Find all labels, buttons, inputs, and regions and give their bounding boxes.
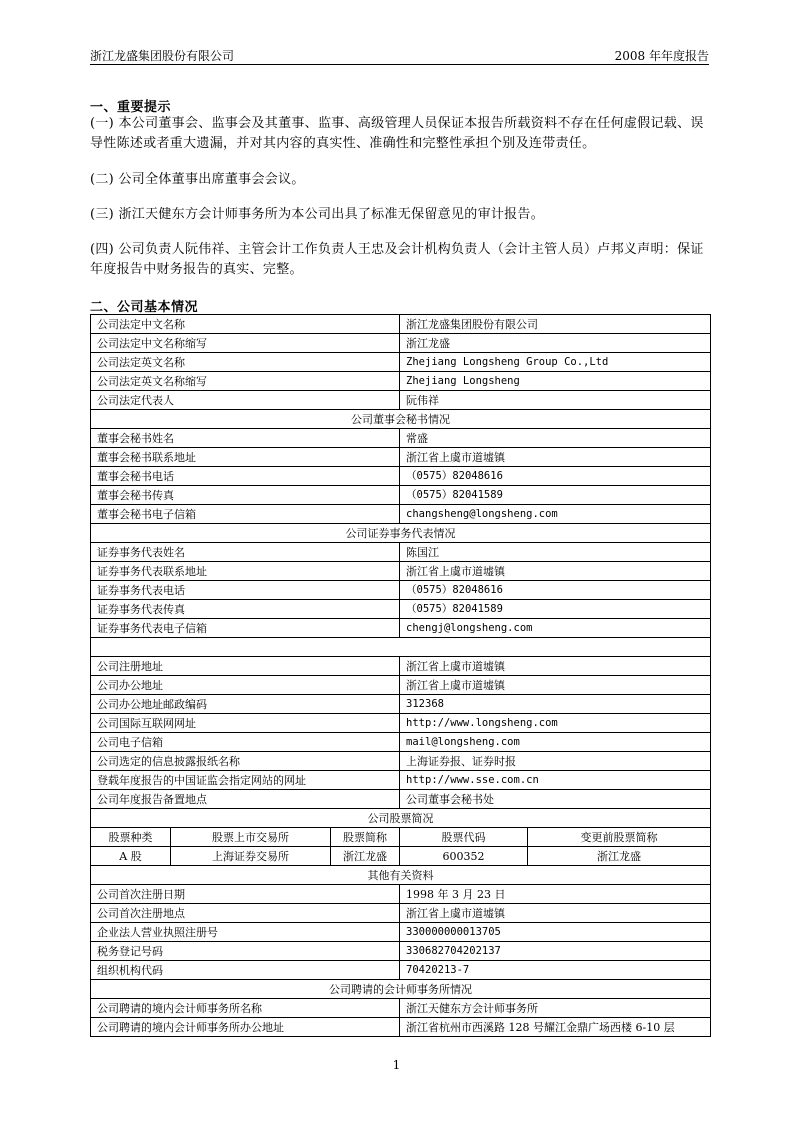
secretary-info-label: 董事会秘书姓名	[91, 429, 400, 448]
basic-info-value: 浙江龙盛集团股份有限公司	[400, 315, 711, 334]
other-info-row	[91, 904, 711, 923]
address-info-row	[91, 790, 711, 809]
basic-info-label: 公司法定中文名称缩写	[91, 334, 400, 353]
address-info-label: 公司国际互联网网址	[91, 714, 400, 733]
securities-info-row	[91, 543, 711, 562]
section-important-notice-title: 一、重要提示	[90, 100, 172, 115]
stock-section-title-row	[91, 809, 711, 828]
securities-info-row	[91, 619, 711, 638]
secretary-info-row	[91, 448, 711, 467]
address-info-row	[91, 657, 711, 676]
securities-section-title-row	[91, 524, 711, 543]
address-info-row	[91, 752, 711, 771]
basic-info-row	[91, 391, 711, 410]
stock-data-cell: A 股	[91, 847, 171, 866]
address-info-value: mail@longsheng.com	[400, 733, 711, 752]
basic-info-row	[91, 315, 711, 334]
accountant-info-label: 公司聘请的境内会计师事务所办公地址	[91, 1018, 400, 1037]
securities-info-row	[91, 562, 711, 581]
securities-info-value: 陈国江	[400, 543, 711, 562]
basic-info-label: 公司法定代表人	[91, 391, 400, 410]
accountant-info-label: 公司聘请的境内会计师事务所名称	[91, 999, 400, 1018]
address-info-row	[91, 695, 711, 714]
stock-data	[91, 847, 711, 866]
other-info-label: 公司首次注册日期	[91, 885, 400, 904]
secretary-info-row	[91, 467, 711, 486]
address-info-row	[91, 714, 711, 733]
other-info-row	[91, 885, 711, 904]
basic-info-row	[91, 334, 711, 353]
secretary-info-row	[91, 429, 711, 448]
blank-cell	[91, 638, 711, 657]
address-info-row	[91, 771, 711, 790]
stock-data-cell: 600352	[400, 847, 528, 866]
other-info-label: 组织机构代码	[91, 961, 400, 980]
secretary-info-row	[91, 486, 711, 505]
section-basic-info-title: 二、公司基本情况	[90, 300, 199, 315]
basic-info-row	[91, 353, 711, 372]
notice-paragraph-1: (一) 本公司董事会、监事会及其董事、监事、高级管理人员保证本报告所载资料不存在任何虚假记载、误导性陈述或者重大遗漏，并对其内容的真实性、准确性和完整性承担个别及连带责任。	[90, 116, 704, 151]
header-report-title: 2008 年年度报告	[614, 49, 709, 63]
accountant-section-title: 公司聘请的会计师事务所情况	[91, 980, 711, 999]
blank-row	[91, 638, 711, 657]
header-company: 浙江龙盛集团股份有限公司	[90, 49, 235, 63]
other-info-label: 税务登记号码	[91, 942, 400, 961]
secretary-info-row	[91, 505, 711, 524]
securities-section-title: 公司证券事务代表情况	[91, 524, 711, 543]
securities-info-label: 证券事务代表联系地址	[91, 562, 400, 581]
other-info-value: 330682704202137	[400, 942, 711, 961]
address-info-row	[91, 733, 711, 752]
secretary-info-label: 董事会秘书传真	[91, 486, 400, 505]
other-section-title: 其他有关资料	[91, 866, 711, 885]
stock-header-cell: 变更前股票简称	[528, 828, 711, 847]
other-info-value: 1998 年 3 月 23 日	[400, 885, 711, 904]
securities-info-label: 证券事务代表电话	[91, 581, 400, 600]
accountant-info-row	[91, 999, 711, 1018]
basic-info-value: 阮伟祥	[400, 391, 711, 410]
securities-info-row	[91, 600, 711, 619]
basic-info-label: 公司法定英文名称	[91, 353, 400, 372]
securities-info-value: chengj@longsheng.com	[400, 619, 711, 638]
notice-paragraph-2: (二) 公司全体董事出席董事会会议。	[90, 172, 305, 187]
secretary-section-title-row	[91, 410, 711, 429]
address-info-label: 公司选定的信息披露报纸名称	[91, 752, 400, 771]
other-info-row	[91, 961, 711, 980]
address-info-label: 公司电子信箱	[91, 733, 400, 752]
stock-header-cell: 股票简称	[331, 828, 400, 847]
stock-data-cell: 浙江龙盛	[528, 847, 711, 866]
securities-info-value: （0575）82041589	[400, 600, 711, 619]
securities-info-value: 浙江省上虞市道墟镇	[400, 562, 711, 581]
other-info-value: 70420213-7	[400, 961, 711, 980]
secretary-info-value: 常盛	[400, 429, 711, 448]
address-info-value: http://www.sse.com.cn	[400, 771, 711, 790]
secretary-info-label: 董事会秘书联系地址	[91, 448, 400, 467]
stock-header-cell: 股票上市交易所	[171, 828, 331, 847]
securities-info-label: 证券事务代表姓名	[91, 543, 400, 562]
notice-paragraph-4: (四) 公司负责人阮伟祥、主管会计工作负责人王忠及会计机构负责人（会计主管人员）卢邦义声明：保证年度报告中财务报告的真实、完整。	[90, 242, 704, 277]
secretary-info-value: （0575）82048616	[400, 467, 711, 486]
address-info-value: 浙江省上虞市道墟镇	[400, 657, 711, 676]
stock-data-cell: 上海证券交易所	[171, 847, 331, 866]
basic-info-label: 公司法定中文名称	[91, 315, 400, 334]
stock-section-title: 公司股票简况	[91, 809, 711, 828]
securities-info-label: 证券事务代表传真	[91, 600, 400, 619]
securities-info-row	[91, 581, 711, 600]
secretary-info-label: 董事会秘书电话	[91, 467, 400, 486]
address-info-label: 公司年度报告备置地点	[91, 790, 400, 809]
stock-data-cell: 浙江龙盛	[331, 847, 400, 866]
basic-info-value: Zhejiang Longsheng Group Co.,Ltd	[400, 353, 711, 372]
address-info-label: 公司办公地址邮政编码	[91, 695, 400, 714]
other-info-row	[91, 923, 711, 942]
page-number: 1	[392, 1058, 401, 1072]
stock-header	[91, 828, 711, 847]
other-info-row	[91, 942, 711, 961]
other-info-value: 330000000013705	[400, 923, 711, 942]
address-info-label: 公司注册地址	[91, 657, 400, 676]
secretary-info-value: changsheng@longsheng.com	[400, 505, 711, 524]
basic-info-value: Zhejiang Longsheng	[400, 372, 711, 391]
address-info-label: 公司办公地址	[91, 676, 400, 695]
securities-info-value: （0575）82048616	[400, 581, 711, 600]
accountant-section-title-row	[91, 980, 711, 999]
accountant-info-value: 浙江省杭州市西溪路 128 号耀江金鼎广场西楼 6-10 层	[400, 1018, 711, 1037]
secretary-info-label: 董事会秘书电子信箱	[91, 505, 400, 524]
basic-info-value: 浙江龙盛	[400, 334, 711, 353]
securities-info-label: 证券事务代表电子信箱	[91, 619, 400, 638]
secretary-info-value: （0575）82041589	[400, 486, 711, 505]
address-info-value: 公司董事会秘书处	[400, 790, 711, 809]
company-info-table	[90, 314, 711, 1037]
other-info-value: 浙江省上虞市道墟镇	[400, 904, 711, 923]
address-info-value: http://www.longsheng.com	[400, 714, 711, 733]
secretary-info-value: 浙江省上虞市道墟镇	[400, 448, 711, 467]
accountant-info-value: 浙江天健东方会计师事务所	[400, 999, 711, 1018]
accountant-info-row	[91, 1018, 711, 1037]
basic-info-label: 公司法定英文名称缩写	[91, 372, 400, 391]
page-header	[90, 46, 709, 65]
other-section-title-row	[91, 866, 711, 885]
stock-header-cell: 股票代码	[400, 828, 528, 847]
address-info-value: 上海证券报、证券时报	[400, 752, 711, 771]
address-info-row	[91, 676, 711, 695]
address-info-label: 登载年度报告的中国证监会指定网站的网址	[91, 771, 400, 790]
address-info-value: 浙江省上虞市道墟镇	[400, 676, 711, 695]
address-info-value: 312368	[400, 695, 711, 714]
basic-info-row	[91, 372, 711, 391]
other-info-label: 企业法人营业执照注册号	[91, 923, 400, 942]
stock-header-cell: 股票种类	[91, 828, 171, 847]
notice-paragraph-3: (三) 浙江天健东方会计师事务所为本公司出具了标准无保留意见的审计报告。	[90, 207, 545, 222]
secretary-section-title: 公司董事会秘书情况	[91, 410, 711, 429]
other-info-label: 公司首次注册地点	[91, 904, 400, 923]
